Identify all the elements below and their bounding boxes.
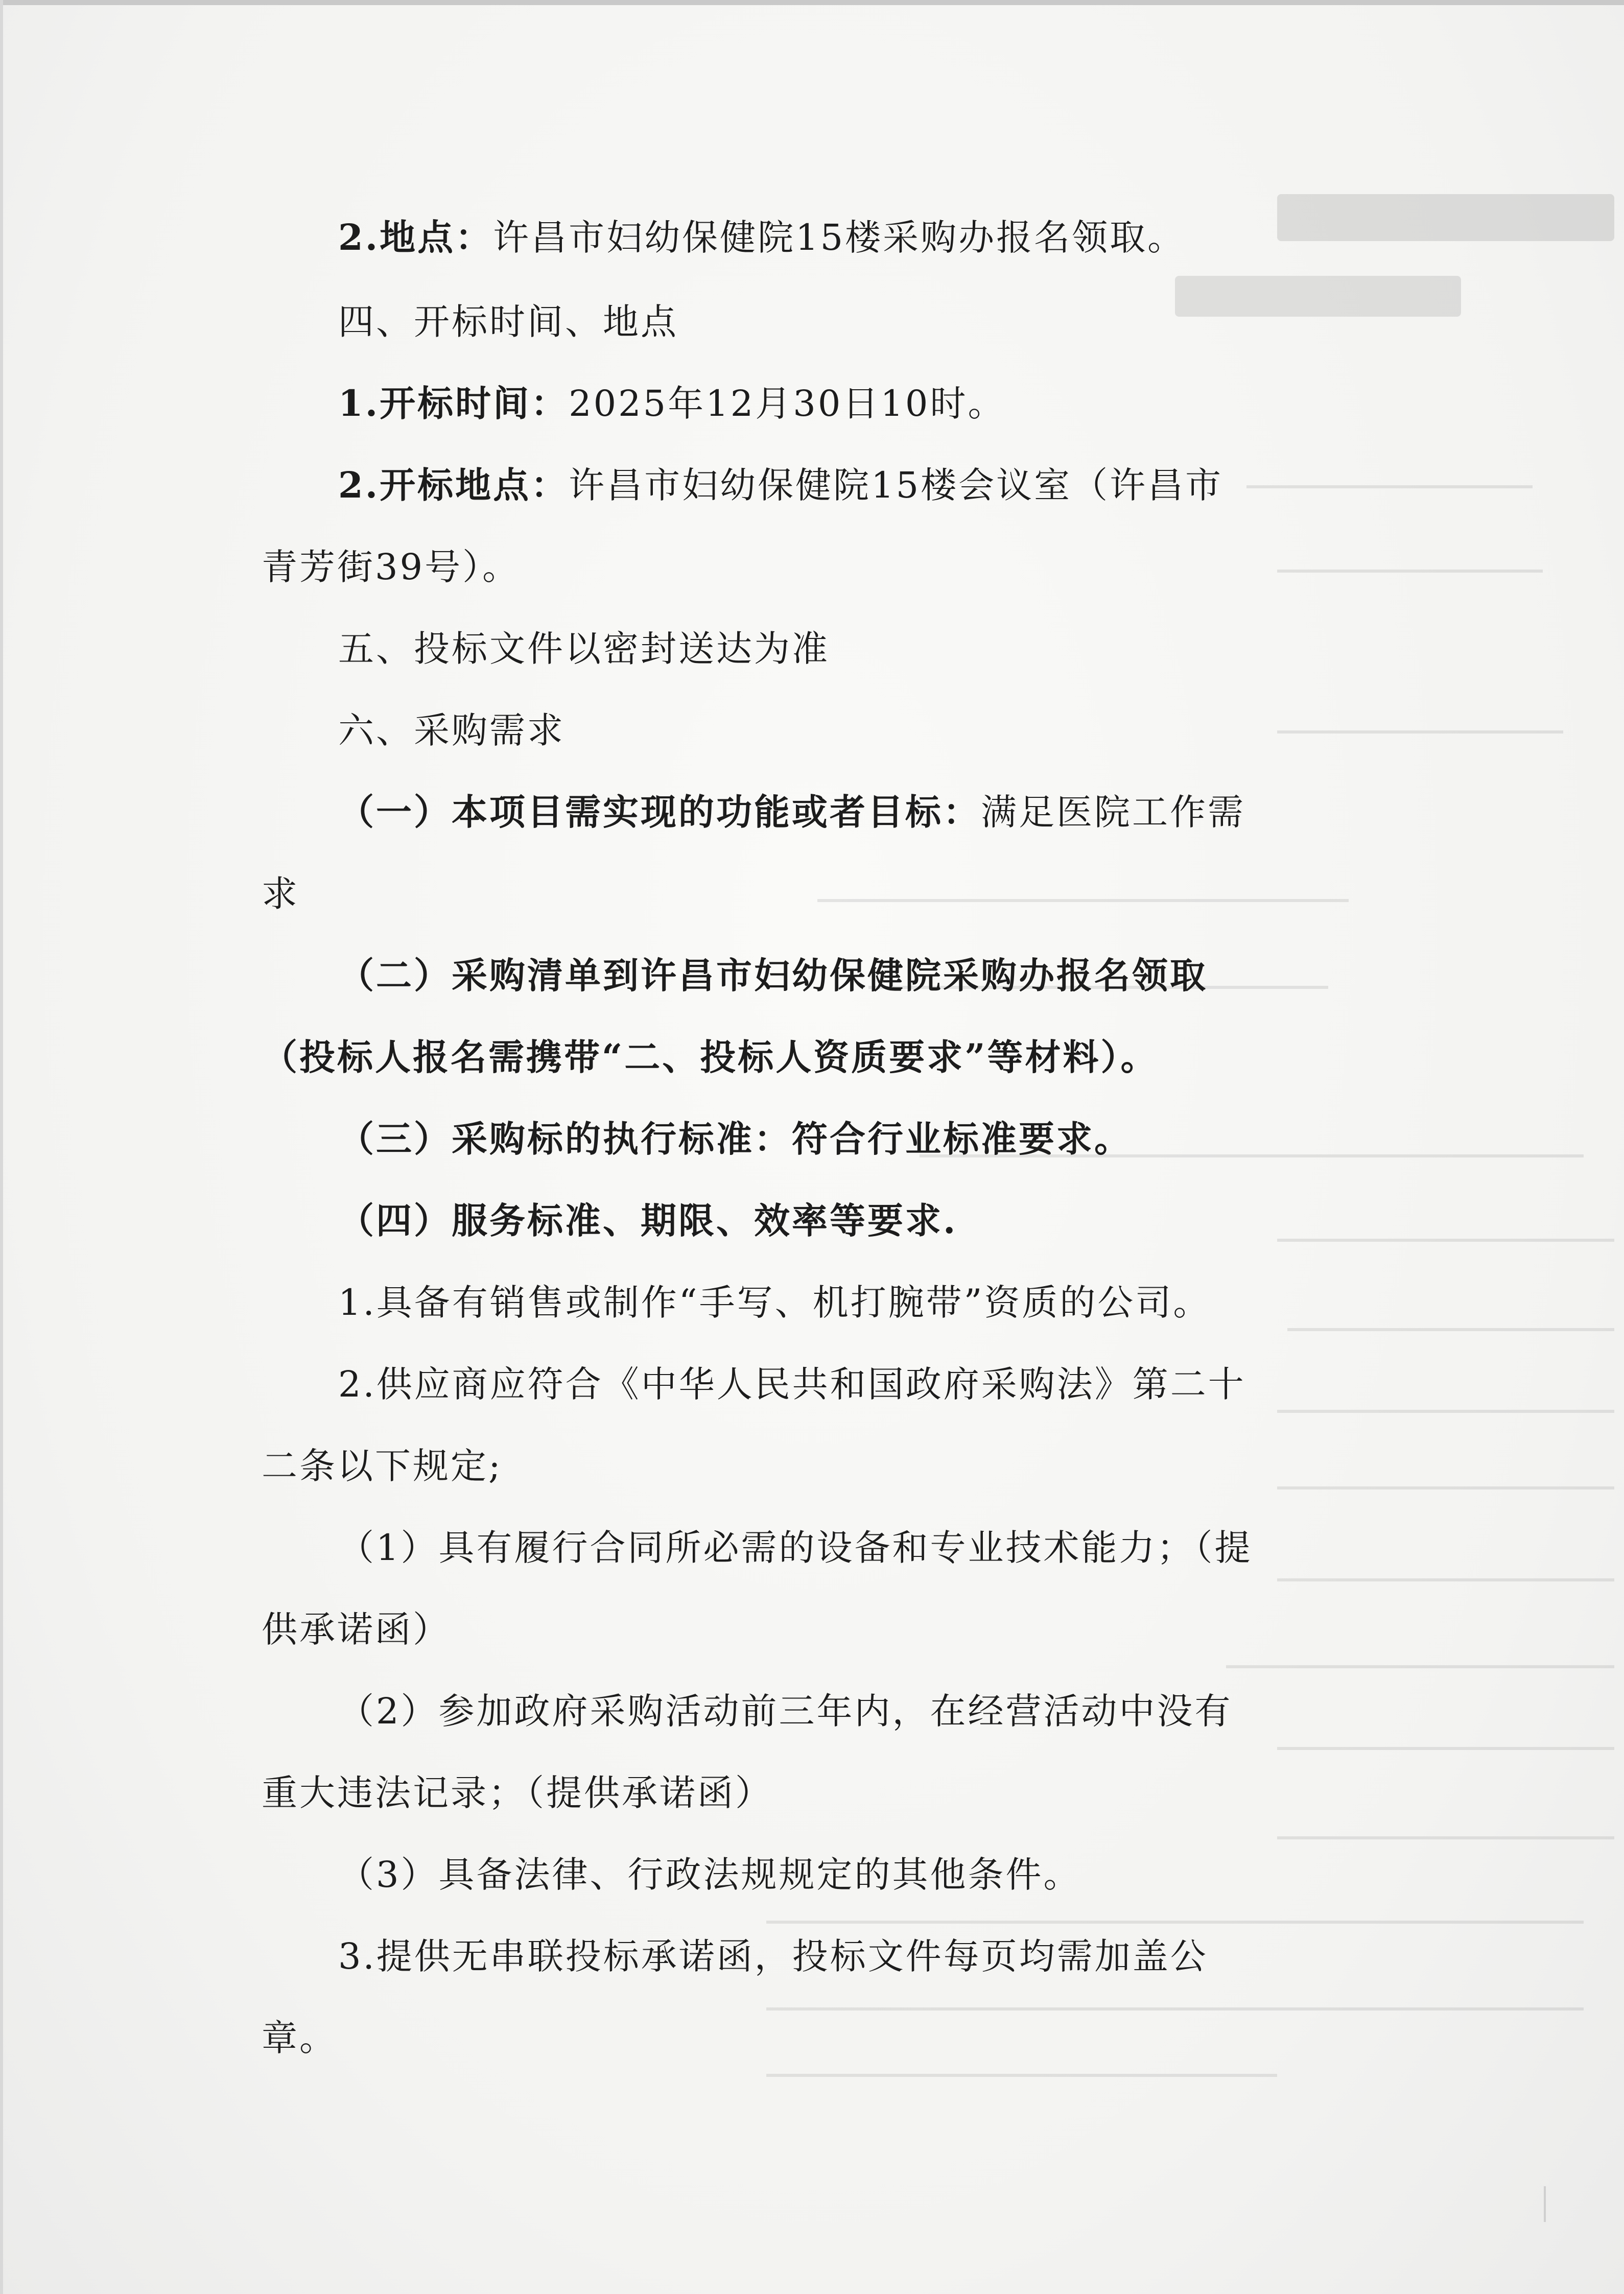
text: 许昌市妇幼保健院15楼会议室（许昌市 xyxy=(569,464,1223,506)
label: 2.地点： xyxy=(338,216,493,258)
text-line xyxy=(262,871,299,917)
text: 2.供应商应符合《中华人民共和国政府采购法》第二十 xyxy=(338,1363,1246,1405)
text-line xyxy=(338,1280,1211,1326)
text-line xyxy=(262,2015,337,2061)
text: 六、采购需求 xyxy=(338,710,565,751)
text: 章。 xyxy=(262,2017,337,2059)
section-heading xyxy=(338,626,830,672)
text-line xyxy=(262,544,520,590)
text: 满足医院工作需 xyxy=(981,791,1245,833)
text-line xyxy=(338,215,1185,261)
section-heading xyxy=(338,299,678,345)
text-line xyxy=(338,1198,957,1244)
text: （2）参加政府采购活动前三年内，在经营活动中没有 xyxy=(338,1690,1233,1732)
text: 青芳街39号）。 xyxy=(262,546,521,588)
text: 二条以下规定; xyxy=(262,1445,503,1487)
text: 许昌市妇幼保健院15楼采购办报名领取。 xyxy=(493,217,1186,258)
scan-left-edge xyxy=(0,0,3,2294)
text-line xyxy=(338,789,1245,835)
text: 1.具备有销售或制作“手写、机打腕带”资质的公司。 xyxy=(338,1282,1211,1323)
text-line xyxy=(262,1034,1159,1080)
label: （四）服务标准、期限、效率等要求. xyxy=(338,1199,958,1242)
text-line xyxy=(262,1606,451,1652)
text-line xyxy=(338,1116,1132,1162)
label: 1.开标时间： xyxy=(338,382,569,424)
text: 供承诺函） xyxy=(262,1609,451,1650)
text-line xyxy=(338,1933,1208,1979)
text: 重大违法记录；（提供承诺函） xyxy=(262,1772,773,1814)
text: （1）具有履行合同所必需的设备和专业技术能力；（提 xyxy=(338,1527,1253,1569)
text: （3）具备法律、行政法规规定的其他条件。 xyxy=(338,1854,1081,1896)
label: （投标人报名需携带“二、投标人资质要求”等材料）。 xyxy=(262,1036,1159,1078)
text-line xyxy=(338,381,1005,427)
text-line xyxy=(338,1688,1233,1734)
text-line xyxy=(338,1852,1081,1898)
label: （三）采购标的执行标准：符合行业标准要求。 xyxy=(338,1118,1132,1160)
label: （一）本项目需实现的功能或者目标： xyxy=(338,791,981,833)
label: 2.开标地点： xyxy=(338,464,569,506)
text: 求 xyxy=(262,873,299,915)
text-line xyxy=(338,1361,1246,1407)
scan-top-border xyxy=(0,0,1624,5)
text-line xyxy=(338,953,1208,999)
scan-mark xyxy=(1544,2186,1546,2222)
text: 五、投标文件以密封送达为准 xyxy=(338,628,830,670)
text: 3.提供无串联投标承诺函，投标文件每页均需加盖公 xyxy=(338,1935,1208,1977)
text-line xyxy=(262,1443,503,1489)
text-line xyxy=(338,462,1223,508)
section-heading xyxy=(338,707,565,753)
text-line xyxy=(262,1770,773,1816)
label: （二）采购清单到许昌市妇幼保健院采购办报名领取 xyxy=(338,954,1208,997)
text: 2025年12月30日10时。 xyxy=(569,383,1006,424)
text-line xyxy=(338,1525,1253,1571)
text: 四、开标时间、地点 xyxy=(338,301,678,343)
